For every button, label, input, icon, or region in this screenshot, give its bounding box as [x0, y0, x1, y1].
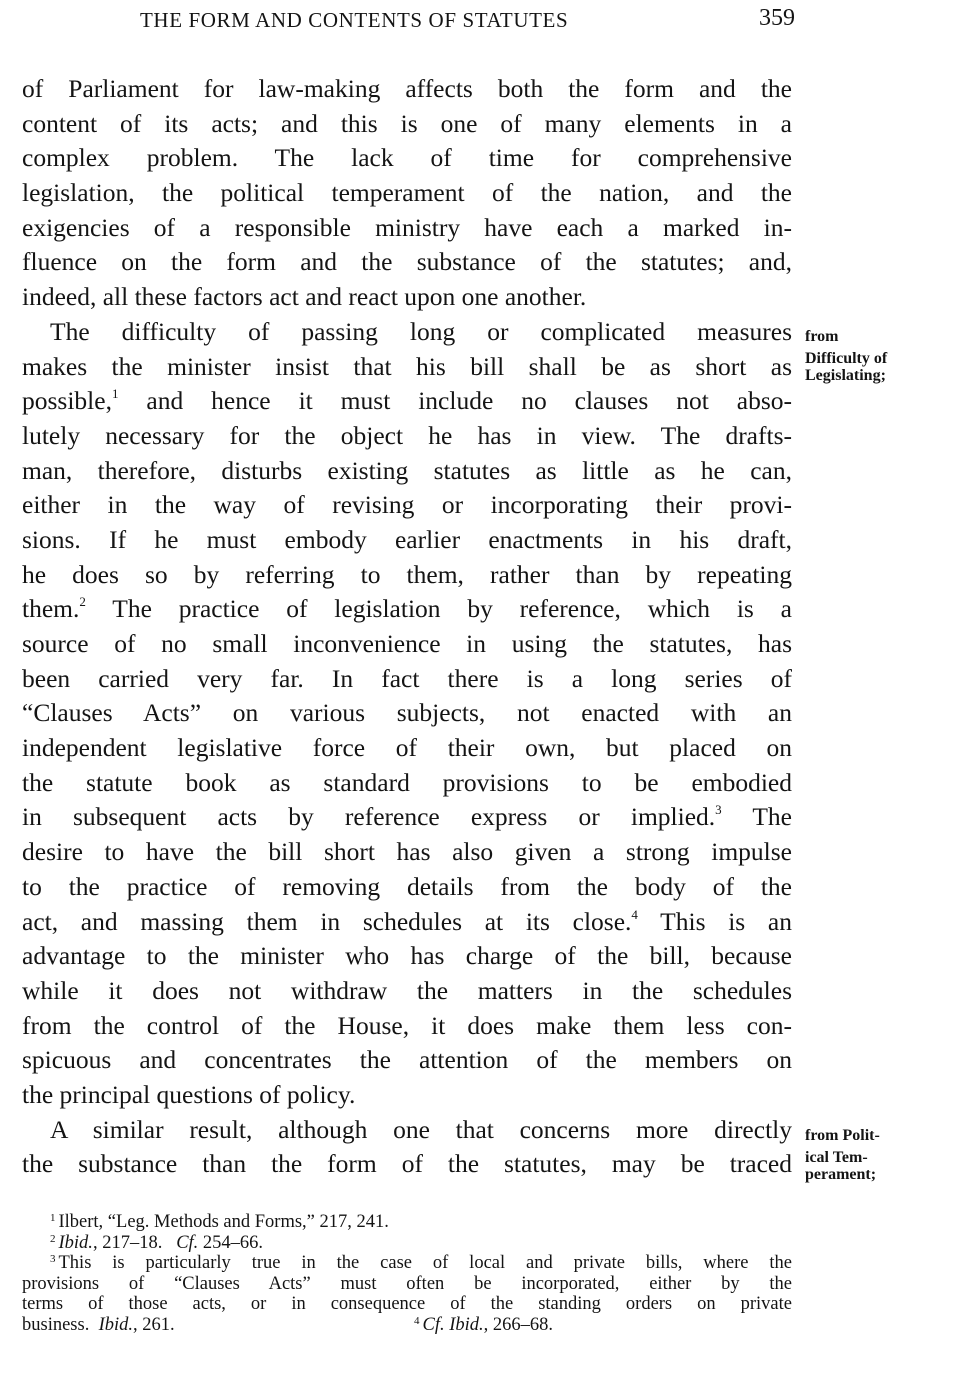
text-line: man, therefore, disturbs existing statutes as little as he can,	[22, 455, 792, 485]
text-line: fluence on the form and the substance of the statutes; and,	[22, 247, 792, 277]
margin-note-line: from Polit-	[805, 1127, 880, 1144]
footnote-ref-2: 2	[79, 594, 86, 610]
text-line: independent legislative force of their own, but placed on	[22, 733, 792, 763]
text-line: either in the way of revising or incorporating their provi-	[22, 490, 792, 520]
text-line: while it does not withdraw the matters in the schedules	[22, 975, 792, 1005]
footnote-ref-1: 1	[111, 386, 119, 402]
footnotes	[22, 1212, 792, 1336]
footnote-text: 254–66.	[198, 1232, 264, 1253]
footnote-1	[22, 1212, 792, 1233]
text-line	[22, 905, 792, 940]
text-line	[22, 800, 792, 835]
footnote-mark: 4	[414, 1314, 420, 1327]
text-fragment: in subsequent acts by reference express or implied.	[22, 802, 716, 832]
text-line: makes the minister insist that his bill shall be as short as	[22, 351, 792, 381]
footnote-text: Cf.	[422, 1314, 445, 1335]
text-line: “Clauses Acts” on various subjects, not enacted with an	[22, 698, 792, 728]
page-header	[140, 5, 795, 42]
text-fragment: This is an	[637, 906, 792, 936]
text-fragment: them.	[22, 594, 80, 624]
text-line: from the control of the House, it does make them less con-	[22, 1010, 792, 1040]
margin-note-difficulty	[805, 328, 945, 384]
text-line: to the practice of removing details from the body of the	[22, 871, 792, 901]
footnote-3-line: terms of those acts, or in consequence of the standing orders on private	[22, 1294, 792, 1315]
text-line: source of no small inconvenience in using the statutes, has	[22, 629, 792, 658]
footnote-text: , 217–18.	[92, 1232, 163, 1253]
footnote-text: Ibid.	[58, 1232, 93, 1253]
text-line: exigencies of a responsible ministry have each a marked in-	[22, 212, 792, 242]
footnote-text: Ilbert, “Leg. Methods and Forms,” 217, 241.	[58, 1212, 389, 1232]
text-line: the substance than the form of the statutes, may be traced	[22, 1149, 792, 1179]
text-line	[22, 592, 792, 627]
running-title: THE FORM AND CONTENTS OF STATUTES	[140, 8, 569, 32]
footnote-2	[22, 1233, 792, 1254]
footnote-3-line	[22, 1253, 792, 1274]
footnote-text: Cf.	[176, 1232, 199, 1253]
text-line: sions. If he must embody earlier enactments in his draft,	[22, 524, 792, 554]
footnote-text: This is particularly true in the case of local and private bills, where the	[58, 1253, 792, 1274]
text-line: indeed, all these factors act and react upon one another.	[22, 282, 587, 312]
text-fragment: The	[721, 802, 792, 832]
text-line: spicuous and concentrates the attention of the members on	[22, 1045, 792, 1075]
margin-note-line: from	[805, 328, 839, 345]
text-line: lutely necessary for the object he has in view. The drafts-	[22, 420, 792, 450]
footnote-text: business.	[22, 1314, 90, 1335]
footnote-4	[414, 1315, 553, 1336]
footnote-3-line: provisions of “Clauses Acts” must often be incorporated, either by the	[22, 1273, 792, 1294]
text-line: advantage to the minister who has charge of the bill, because	[22, 941, 792, 971]
text-line: A similar result, although one that concerns more directly	[50, 1114, 792, 1144]
text-line	[22, 384, 792, 419]
text-line: the principal questions of policy.	[22, 1079, 356, 1109]
footnote-3-line	[22, 1315, 792, 1336]
footnote-mark: 3	[50, 1253, 56, 1266]
margin-note-line: Legislating;	[805, 367, 886, 384]
footnote-text: Ibid.	[98, 1314, 134, 1335]
footnote-mark: 1	[50, 1212, 56, 1224]
body-text	[22, 72, 792, 1182]
text-line: content of its acts; and this is one of many elements in a	[22, 108, 792, 138]
text-fragment: The practice of legislation by reference, which is a	[85, 594, 792, 624]
footnote-ref-4: 4	[631, 906, 638, 922]
footnote-text: Ibid.	[449, 1314, 484, 1335]
text-line: of Parliament for law-making affects both the form and the	[22, 74, 792, 103]
margin-note-line: perament;	[805, 1166, 877, 1183]
footnote-text: , 261.	[133, 1314, 175, 1335]
text-line: complex problem. The lack of time for comprehensive	[22, 143, 792, 173]
text-line: been carried very far. In fact there is a long series of	[22, 663, 792, 693]
text-fragment: and hence it must include no clauses not abso-	[118, 386, 792, 416]
margin-note-political	[805, 1127, 945, 1183]
footnote-ref-3: 3	[715, 802, 722, 818]
text-line: desire to have the bill short has also given a strong impulse	[22, 837, 792, 867]
footnote-text: , 266–68.	[483, 1314, 554, 1335]
page-number: 359	[759, 5, 795, 31]
text-line: The difficulty of passing long or complicated measures	[50, 316, 792, 346]
text-fragment: act, and massing them in schedules at its close.	[22, 906, 632, 936]
margin-note-line: Difficulty of	[805, 350, 888, 367]
footnote-mark: 2	[50, 1232, 56, 1245]
text-line: legislation, the political temperament of the nation, and the	[22, 178, 792, 208]
text-line: he does so by referring to them, rather than by repeating	[22, 559, 792, 589]
margin-note-line: ical Tem-	[805, 1149, 868, 1166]
text-line: the statute book as standard provisions to be embodied	[22, 767, 792, 797]
text-fragment: possible,	[22, 386, 112, 416]
